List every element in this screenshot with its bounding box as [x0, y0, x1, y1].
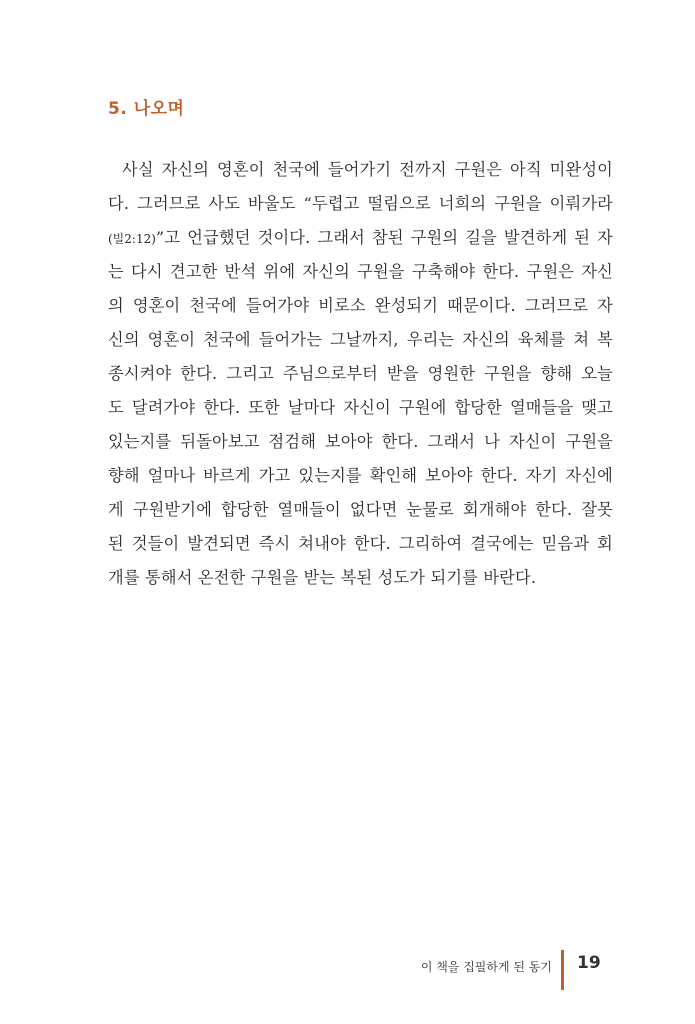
paragraph-line: 있는지를 뒤돌아보고 점검해 보아야 한다. 그래서 나 자신이 구원을 — [108, 432, 613, 451]
section-title: 5. 나오며 — [108, 99, 185, 119]
paragraph-line-with-reference — [108, 221, 613, 255]
paragraph-line: 는 다시 견고한 반석 위에 자신의 구원을 구축해야 한다. 구원은 자신 — [108, 262, 613, 281]
paragraph-line: 사실 자신의 영혼이 천국에 들어가기 전까지 구원은 아직 미완성이 — [122, 160, 613, 179]
paragraph-line: 의 영혼이 천국에 들어가야 비로소 완성되기 때문이다. 그러므로 자 — [108, 296, 613, 315]
page-footer — [0, 950, 695, 990]
paragraph-line: 신의 영혼이 천국에 들어가는 그날까지, 우리는 자신의 육체를 쳐 복 — [108, 330, 613, 349]
paragraph-line-text: ”고 언급했던 것이다. 그래서 참된 구원의 길을 발견하게 된 자 — [155, 228, 613, 247]
paragraph-line: 향해 얼마나 바르게 가고 있는지를 확인해 보아야 한다. 자기 자신에 — [108, 466, 613, 485]
paragraph-line: 개를 통해서 온전한 구원을 받는 복된 성도가 되기를 바란다. — [108, 568, 537, 587]
page-number: 19 — [577, 953, 601, 973]
running-footer-title: 이 책을 집필하게 된 동기 — [420, 960, 552, 974]
paragraph-line: 다. 그러므로 사도 바울도 “두렵고 떨림으로 너희의 구원을 이뤄가라 — [108, 194, 613, 213]
paragraph-line: 된 것들이 발견되면 즉시 쳐내야 한다. 그리하여 결국에는 믿음과 회 — [108, 534, 613, 553]
footer-divider — [561, 950, 564, 990]
paragraph-line: 게 구원받기에 합당한 열매들이 없다면 눈물로 회개해야 한다. 잘못 — [108, 500, 613, 519]
paragraph-line: 도 달려가야 한다. 또한 날마다 자신이 구원에 합당한 열매들을 맺고 — [108, 398, 613, 417]
scripture-reference: (빌2:12) — [108, 232, 156, 246]
body-paragraph — [108, 153, 613, 595]
paragraph-line: 종시켜야 한다. 그리고 주님으로부터 받을 영원한 구원을 향해 오늘 — [108, 364, 613, 383]
